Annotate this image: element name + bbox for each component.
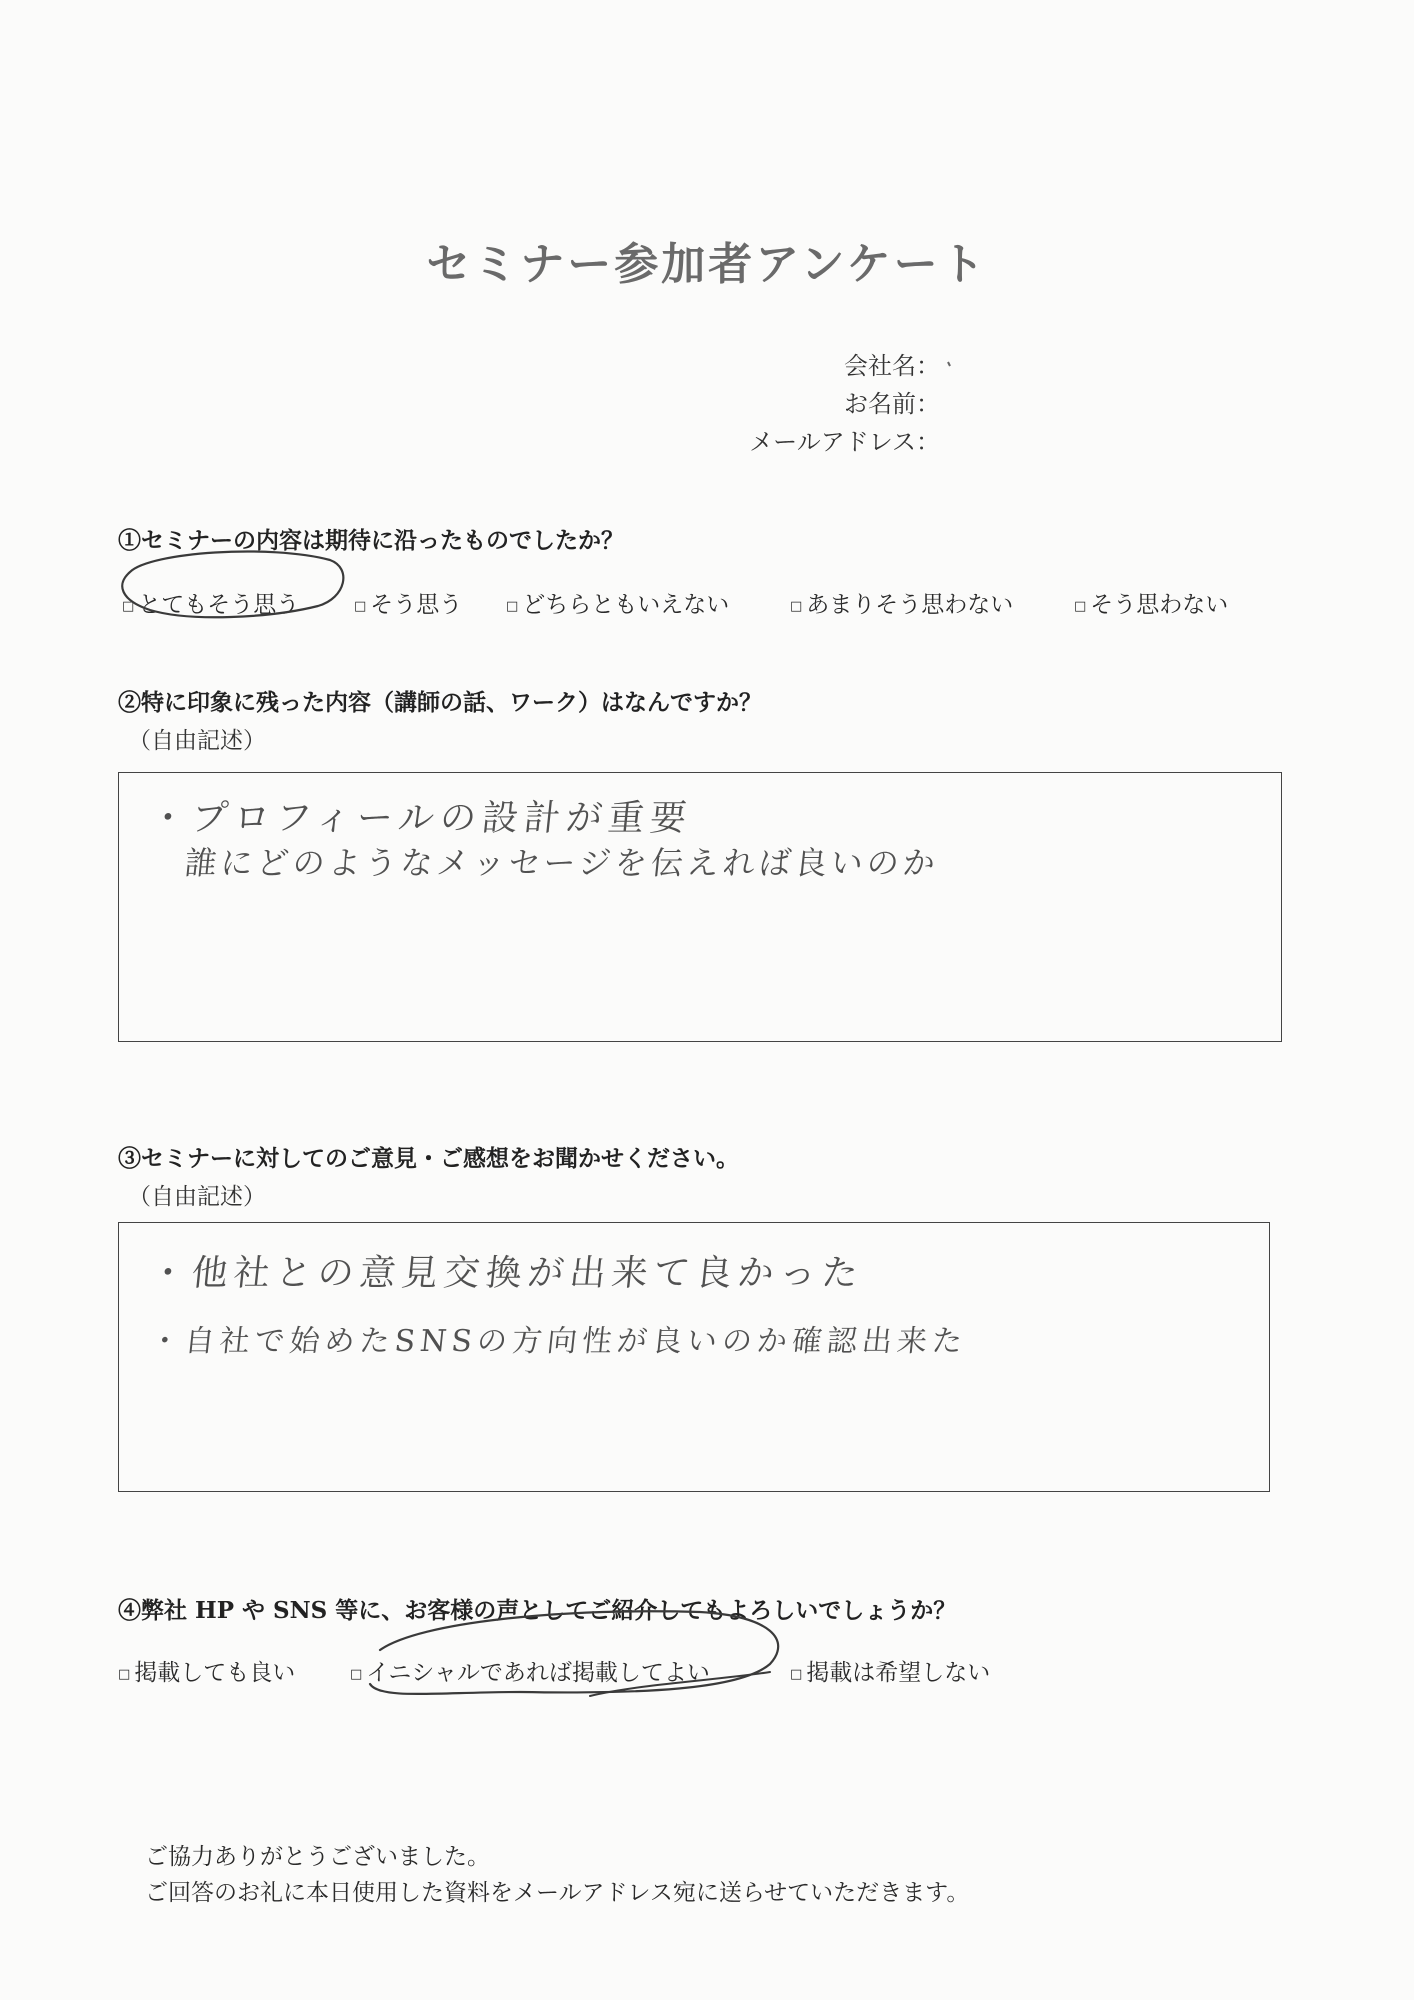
q2-answer-line-2: 誰にどのようなメッセージを伝えれば良いのか (182, 844, 941, 882)
checkbox-icon: □ (790, 1667, 803, 1682)
q1-option-disagree[interactable]: □ そう思わない (1074, 592, 1229, 618)
q1-option-neutral[interactable]: □ どちらともいえない (506, 592, 730, 618)
q3-note: （自由記述） (128, 1184, 266, 1210)
q4-selection-circle (370, 1611, 778, 1694)
checkbox-icon: □ (1074, 599, 1087, 614)
footer-thanks: ご協力ありがとうございました。 (145, 1844, 490, 1870)
q2-note: （自由記述） (128, 728, 266, 754)
q1-selection-circle (122, 551, 343, 617)
q4-option-decline[interactable]: □ 掲載は希望しない (790, 1660, 991, 1686)
checkbox-icon: □ (118, 1667, 131, 1682)
q4-option-initials-only[interactable]: □ イニシャルであれば掲載してよい (350, 1660, 710, 1686)
q3-question: ③セミナーに対してのご意見・ご感想をお聞かせください。 (118, 1145, 739, 1172)
checkbox-icon: □ (350, 1667, 363, 1682)
q3-answer-line-1: ・他社との意見交換が出来て良かった (147, 1253, 866, 1294)
q3-answer-line-2: ・自社で始めたSNSの方向性が良いのか確認出来た (147, 1324, 969, 1359)
company-label: 会社名： (844, 352, 940, 380)
survey-title: セミナー参加者アンケート (426, 239, 988, 290)
q1-option-disagree-somewhat[interactable]: □ あまりそう思わない (790, 592, 1014, 618)
checkbox-icon: □ (354, 599, 367, 614)
footer-note: ご回答のお礼に本日使用した資料をメールアドレス宛に送らせていただきます。 (145, 1880, 970, 1906)
name-label: お名前： (844, 390, 940, 418)
company-field-mark (948, 362, 950, 366)
checkbox-icon: □ (790, 599, 803, 614)
q4-option-allow[interactable]: □ 掲載しても良い (118, 1660, 296, 1686)
q2-question: ②特に印象に残った内容（講師の話、ワーク）はなんですか？ (118, 689, 762, 716)
checkbox-icon: □ (506, 599, 519, 614)
email-label: メールアドレス： (749, 428, 940, 456)
q2-answer-line-1: ・プロフィールの設計が重要 (147, 798, 695, 839)
q4-question: ④弊社 HP や SNS 等に、お客様の声としてご紹介してもよろしいでしょうか？ (118, 1597, 957, 1624)
q1-option-agree[interactable]: □ そう思う (354, 592, 463, 618)
q1-option-very-agree[interactable]: □ とてもそう思う (122, 592, 300, 618)
checkbox-icon: □ (122, 599, 135, 614)
q1-question: ①セミナーの内容は期待に沿ったものでしたか？ (118, 527, 624, 554)
